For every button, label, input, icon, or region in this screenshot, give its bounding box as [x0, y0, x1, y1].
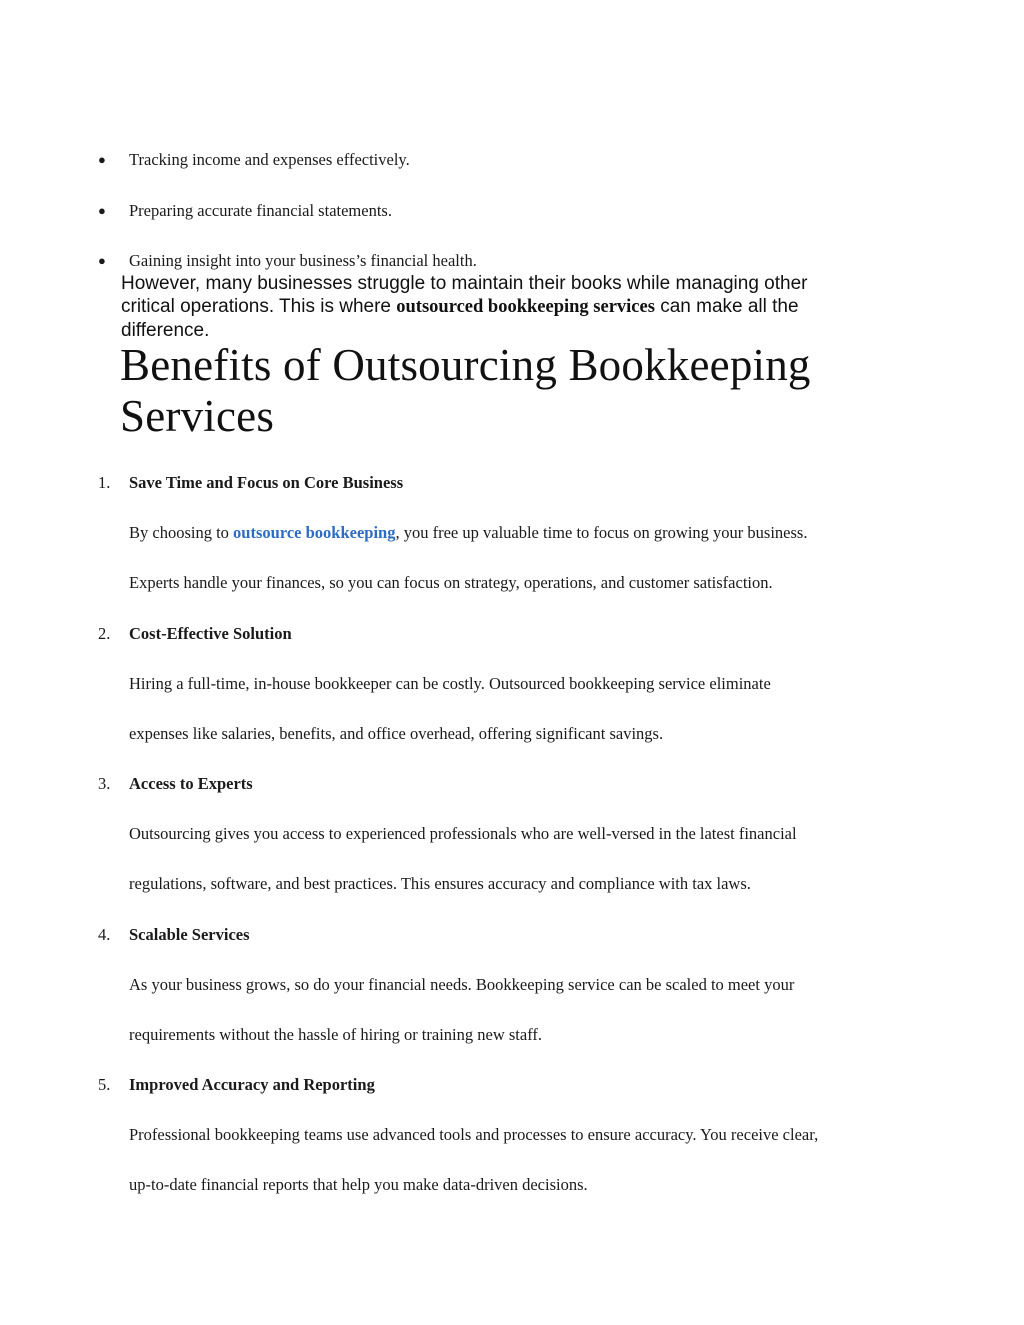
section-line: As your business grows, so do your financial needs. Bookkeeping service can be scaled to meet your: [129, 975, 795, 994]
intro-line: However, many businesses struggle to maintain their books while managing other: [121, 273, 808, 294]
section-line: Outsourcing gives you access to experienced professionals who are well-versed in the latest financial: [129, 824, 797, 843]
section-line: Professional bookkeeping teams use advanced tools and processes to ensure accuracy. You receive clear,: [129, 1125, 819, 1144]
section-line: [129, 521, 807, 545]
intro-line: difference.: [121, 320, 210, 341]
section-text: By choosing to: [129, 523, 234, 542]
outsource-bookkeeping-link[interactable]: outsource bookkeeping: [233, 523, 396, 542]
section-line: requirements without the hassle of hiring or training new staff.: [129, 1025, 543, 1044]
section-title: Cost-Effective Solution: [129, 624, 292, 643]
section-line: regulations, software, and best practices. This ensures accuracy and compliance with tax laws.: [129, 874, 751, 893]
bullet-text: Tracking income and expenses effectively.: [129, 150, 410, 169]
intro-text: can make all the: [654, 296, 799, 317]
section-number: 3.: [98, 774, 111, 793]
heading-line: Benefits of Outsourcing Bookkeeping: [120, 340, 811, 390]
section-line: expenses like salaries, benefits, and office overhead, offering significant savings.: [129, 724, 664, 743]
section-line: up-to-date financial reports that help you make data-driven decisions.: [129, 1175, 588, 1194]
section-title: Save Time and Focus on Core Business: [129, 473, 404, 492]
section-title: Access to Experts: [129, 774, 253, 793]
section-title: Scalable Services: [129, 925, 250, 944]
intro-paragraph: [121, 272, 881, 342]
section-line: Hiring a full-time, in-house bookkeeper can be costly. Outsourced bookkeeping service eliminate: [129, 674, 771, 693]
bullet-text: Gaining insight into your business’s financial health.: [129, 251, 477, 270]
intro-line: [121, 295, 881, 319]
intro-bold-phrase: outsourced bookkeeping services: [396, 297, 655, 317]
bullet-item: [0, 199, 1024, 250]
heading-line: Services: [120, 391, 275, 441]
bullet-text: Preparing accurate financial statements.: [129, 200, 392, 220]
section-number: 1.: [98, 473, 111, 492]
section-title: Improved Accuracy and Reporting: [129, 1075, 375, 1094]
bullet-icon: ●: [98, 202, 106, 218]
bullet-item: [0, 148, 1024, 199]
section-text: , you free up valuable time to focus on growing your business.: [395, 523, 808, 542]
intro-text: critical operations. This is where: [121, 296, 397, 317]
section-number: 5.: [98, 1075, 111, 1094]
bullet-icon: ●: [98, 152, 106, 167]
section-number: 2.: [98, 624, 111, 643]
section-line: Experts handle your finances, so you can focus on strategy, operations, and customer satisfaction.: [129, 573, 773, 592]
section-number: 4.: [98, 925, 111, 944]
bullet-icon: ●: [98, 253, 106, 268]
page-heading: [120, 340, 920, 442]
